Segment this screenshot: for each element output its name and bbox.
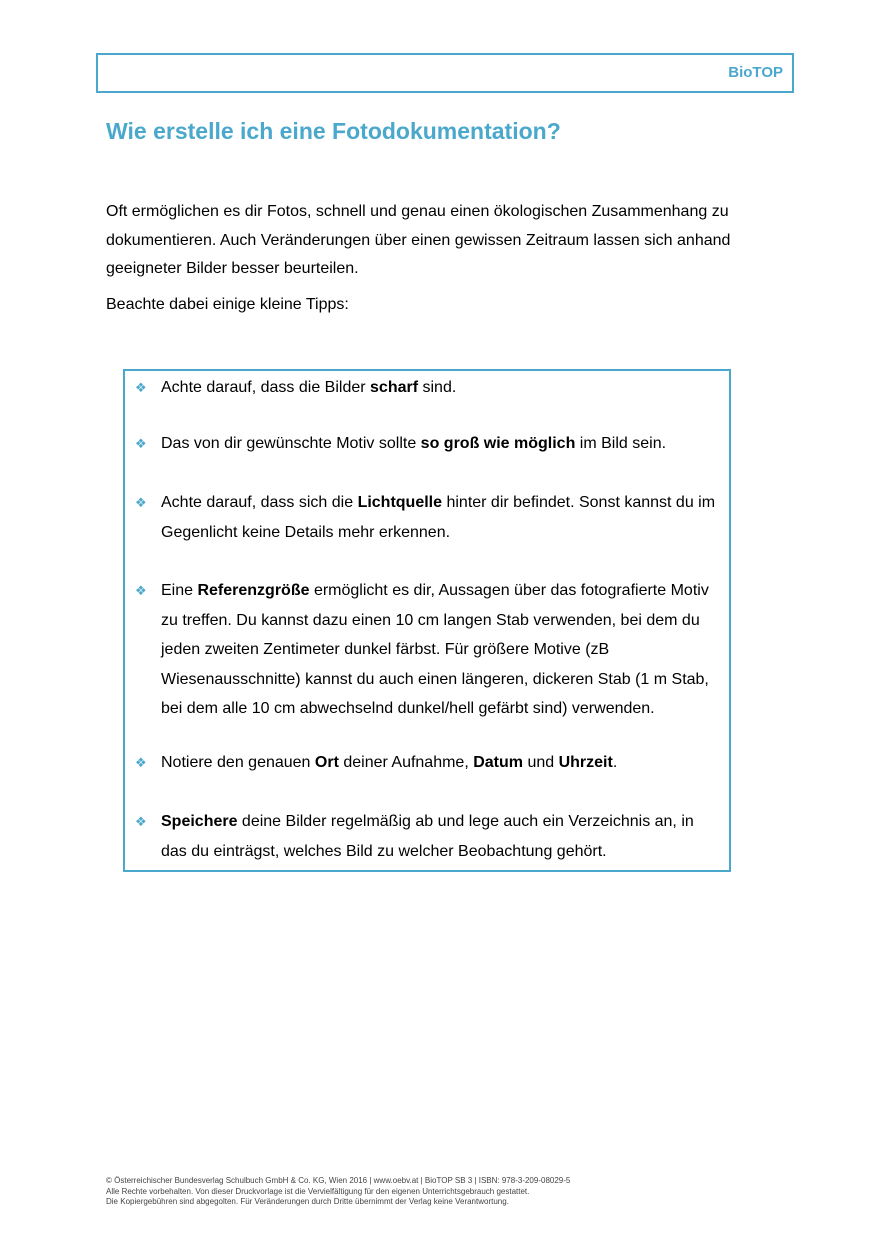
footer-line: © Österreichischer Bundesverlag Schulbuch GmbH & Co. KG, Wien 2016 | www.oebv.at | BioTOP SB 3 | ISBN: 978-3-209-08029-5	[106, 1176, 571, 1185]
footer-copyright	[106, 1176, 806, 1208]
tip-text: Speichere deine Bilder regelmäßig ab und lege auch ein Verzeichnis an, in das du einträgst, welches Bild zu welcher Beobachtung gehört.	[161, 813, 694, 860]
footer-line: Die Kopiergebühren sind abgegolten. Für Veränderungen durch Dritte übernimmt der Verlag keine Verantwortung.	[106, 1197, 509, 1206]
tip-text: Notiere den genauen Ort deiner Aufnahme, Datum und Uhrzeit.	[161, 754, 618, 771]
tips-box	[123, 369, 731, 872]
diamond-bullet-icon: ❖	[135, 755, 147, 770]
diamond-bullet-icon: ❖	[135, 814, 147, 829]
tips-lead: Beachte dabei einige kleine Tipps:	[106, 296, 349, 313]
diamond-bullet-icon: ❖	[135, 583, 147, 598]
footer-line: Alle Rechte vorbehalten. Von dieser Druckvorlage ist die Vervielfältigung für den eigenen Unterrichtsgebrauch gestattet.	[106, 1186, 530, 1196]
tip-text: Eine Referenzgröße ermöglicht es dir, Aussagen über das fotografierte Motiv zu treffen. Du kannst dazu einen 10 cm langen Stab verwenden, bei dem du jeden zweiten Zentimeter dunkel färbst. Für größere Motive (zB Wiesenausschnitte) kannst du auch einen längeren, dickeren Stab (1 m Stab, bei dem alle 10 cm abwechselnd dunkel/hell gefärbt sind) verwenden.	[161, 582, 709, 717]
diamond-bullet-icon: ❖	[135, 436, 147, 451]
diamond-bullet-icon: ❖	[135, 495, 147, 510]
brand-label: BioTOP	[728, 64, 783, 81]
tip-text: Das von dir gewünschte Motiv sollte so groß wie möglich im Bild sein.	[161, 435, 667, 452]
intro-paragraph: Oft ermöglichen es dir Fotos, schnell und genau einen ökologischen Zusammenhang zu dokumentieren. Auch Veränderungen über einen gewissen Zeitraum lassen sich anhand geeigneter Bilder besser beurteilen.	[106, 203, 731, 277]
page-title: Wie erstelle ich eine Fotodokumentation?	[106, 118, 561, 144]
tip-text: Achte darauf, dass die Bilder scharf sind.	[161, 379, 457, 396]
tip-text: Achte darauf, dass sich die Lichtquelle hinter dir befindet. Sonst kannst du im Gegenlicht keine Details mehr erkennen.	[161, 494, 716, 541]
diamond-bullet-icon: ❖	[135, 380, 147, 395]
header-bar	[96, 53, 794, 93]
